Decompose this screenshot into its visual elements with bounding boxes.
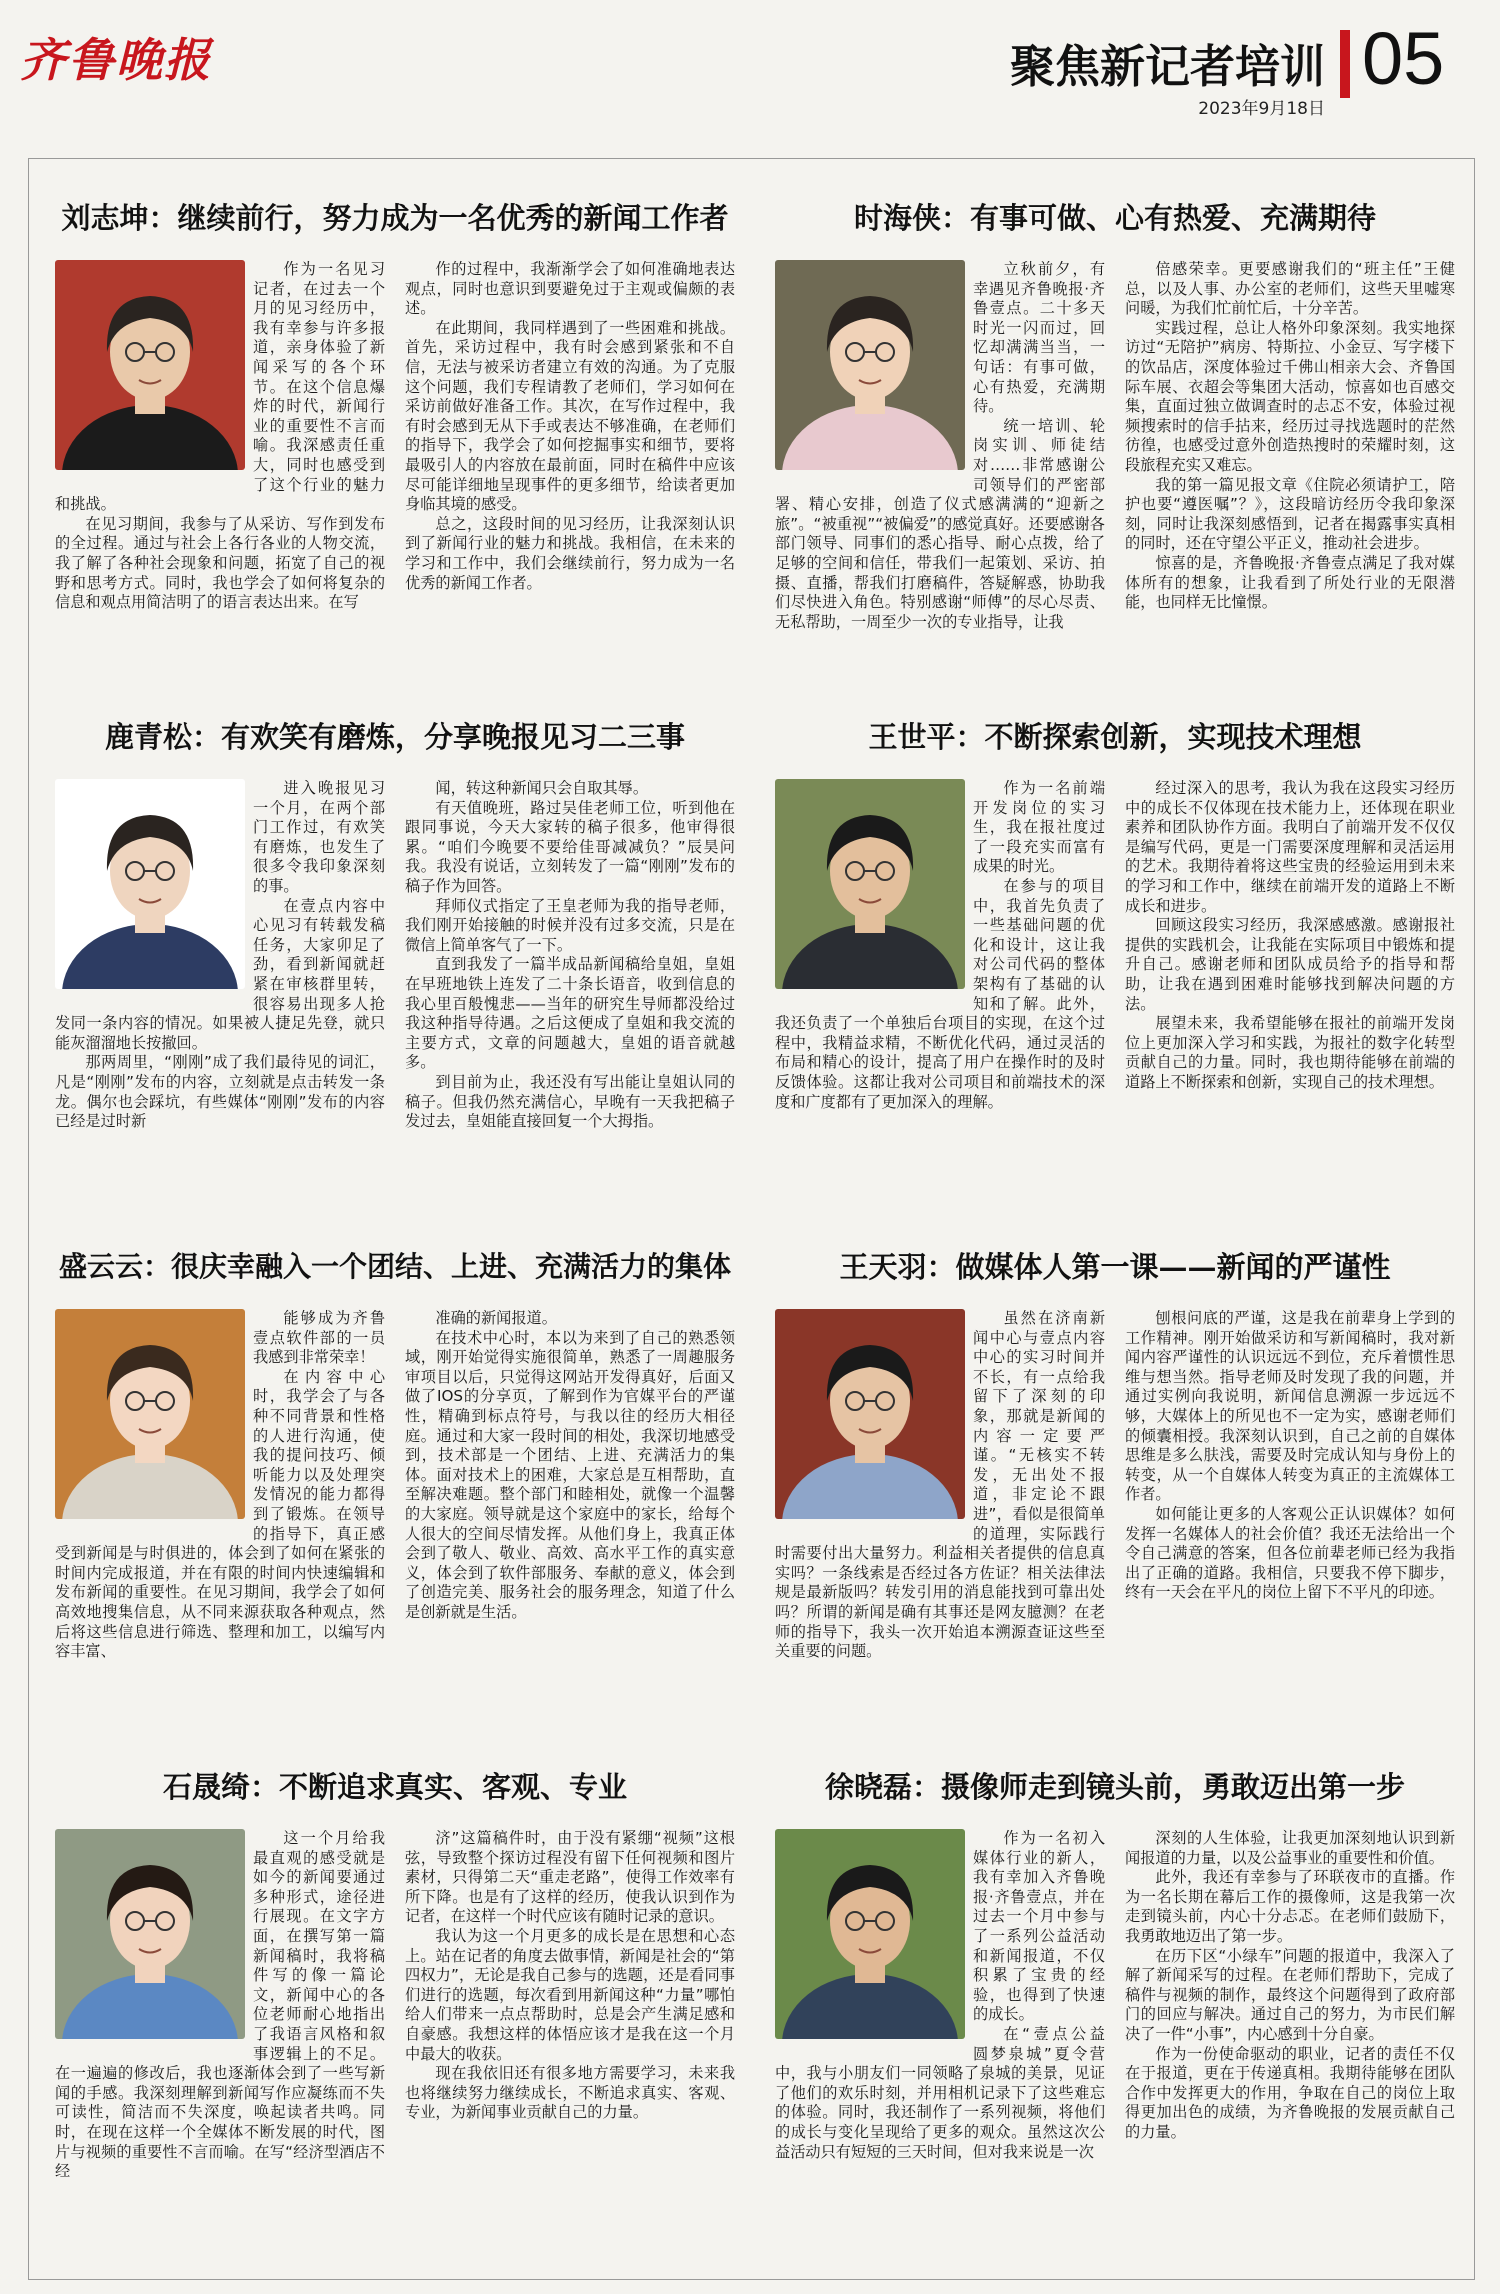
paragraph: 虽然在济南新闻中心与壹点内容中心的实习时间并不长，有一点给我留下了深刻的印象，那就是新闻的内容一定要严谨。“无核实不转发，无出处不报道，非定论不跟进”，看似是很简单的道理，实际践行时需要付出大量努力。利益相关者提供的信息真实吗？一条线索是否经过各方佐证？相关法律法规是最新版吗？转发引用的消息能找到可靠出处吗？所谓的新闻是确有其事还是网友臆测？在老师的指导下，我头一次开始追本溯源查证这些至关重要的问题。 [775, 1309, 1105, 1661]
paragraph: 现在我依旧还有很多地方需要学习，未来我也将继续努力继续成长，不断追求真实、客观、专业，为新闻事业贡献自己的力量。 [405, 2064, 735, 2122]
text-column-right [405, 1829, 735, 2123]
portrait-illustration [775, 779, 965, 989]
portrait-illustration [775, 1309, 965, 1519]
paragraph: 在内容中心时，我学会了与各种不同背景和性格的人进行沟通，使我的提问技巧、倾听能力以及处理突发情况的能力都得到了锻炼。在领导的指导下，真正感受到新闻是与时俱进的，体会到了如何在紧张的时间内完成报道，并在有限的时间内快速编辑和发布新闻的重要性。在见习期间，我学会了如何高效地搜集信息，从不同来源获取各种观点，然后将这些信息进行筛选、整理和加工，以编写内容丰富、 [55, 1367, 385, 1661]
author-photo [55, 260, 245, 470]
text-column-right [1125, 1309, 1455, 1603]
issue-date: 2023年9月18日 [1198, 99, 1325, 119]
paragraph: 直到我发了一篇半成品新闻稿给皇姐，皇姐在早班地铁上连发了二十条长语音，收到信息的我心里百般愧悲——当年的研究生导师都没给过我这种指导待遇。之后这便成了皇姐和我交流的主要方式，文章的问题越大，皇姐的语音就越多。 [405, 955, 735, 1072]
paragraph: 有天值晚班，路过吴佳老师工位，听到他在跟同事说，今天大家转的稿子很多，他审得很累。“咱们今晚要不要给佳哥减减负？”辰昊问我。我没有说话，立刻转发了一篇“刚刚”发布的稿子作为回答。 [405, 798, 735, 895]
paragraph: 在此期间，我同样遇到了一些困难和挑战。首先，采访过程中，我有时会感到紧张和不自信，无法与被采访者建立有效的沟通。为了克服这个问题，我们专程请教了老师们，学习如何在采访前做好准备工作。其次，在写作过程中，我有时会感到无从下手或表达不够准确，在老师们的指导下，我学会了如何挖掘事实和细节，要将最吸引人的内容放在最前面，同时在稿件中应该尽可能详细地呈现事件的更多细节，给读者更加身临其境的感受。 [405, 318, 735, 514]
article-7 [55, 1765, 735, 2275]
paragraph: 到目前为止，我还没有写出能让皇姐认同的稿子。但我仍然充满信心，早晚有一天我把稿子发过去，皇姐能直接回复一个大拇指。 [405, 1072, 735, 1131]
paragraph: 刨根问底的严谨，这是我在前辈身上学到的工作精神。刚开始做采访和写新闻稿时，我对新闻内容严谨性的认识远远不到位，充斥着惯性思维与想当然。指导老师及时发现了我的问题，并通过实例向我说明，新闻信息溯源一步远远不够，大媒体上的所见也不一定为实，感谢老师们的倾囊相授。我深刻认识到，自己之前的自媒体思维是多么肤浅，需要及时完成认知与身份上的转变，从一个自媒体人转变为真正的主流媒体工作者。 [1125, 1309, 1455, 1504]
paragraph: 深刻的人生体验，让我更加深刻地认识到新闻报道的力量，以及公益事业的重要性和价值。 [1125, 1829, 1455, 1867]
paragraph: 作为一名见习记者，在过去一个月的见习经历中，我有幸参与许多报道，亲身体验了新闻采写的各个环节。在这个信息爆炸的时代，新闻行业的重要性不言而喻。我深感责任重大，同时也感受到了这个行业的魅力和挑战。 [55, 260, 385, 514]
paragraph: 作为一名初入媒体行业的新人，我有幸加入齐鲁晚报·齐鲁壹点，并在过去一个月中参与了一系列公益活动和新闻报道，不仅积累了宝贵的经验，也得到了快速的成长。 [973, 1829, 1105, 2024]
author-photo [55, 1829, 245, 2039]
paragraph: 倍感荣幸。更要感谢我们的“班主任”王健总，以及人事、办公室的老师们，这些天里嘘寒问暖，为我们忙前忙后，十分辛苦。 [1125, 260, 1455, 318]
paragraph: 在“壹点公益 圆梦泉城”夏令营中，我与小朋友们一同领略了泉城的美景，见证了他们的欢乐时刻，并用相机记录下了这些难忘的体验。同时，我还制作了一系列视频，将他们的成长与变化呈现给了更多的观众。虽然这次公益活动只有短短的三天时间，但对我来说是一次 [775, 2024, 1105, 2161]
article-3 [55, 715, 735, 1225]
paragraph: 在技术中心时，本以为来到了自己的熟悉领域，刚开始觉得实施很简单，熟悉了一周趣服务审项目以后，只觉得这网站开发得真好，后面又做了IOS的分享页，了解到作为官媒平台的严谨性，精确到标点符号，与我以往的经历大相径庭。通过和大家一段时间的相处，我深切地感受到，技术部是一个团结、上进、充满活力的集体。面对技术上的困难，大家总是互相帮助，直至解决难题。整个部门和睦相处，就像一个温馨的大家庭。领导就是这个家庭中的家长，给每个人很大的空间尽情发挥。从他们身上，我真正体会到了敬人、敬业、高效、高水平工作的真实意义，体会到了软件部服务、奉献的意义，体会到了创造完美、服务社会的服务理念，知道了什么是创新就是生活。 [405, 1328, 735, 1621]
paragraph: 闻，转这种新闻只会自取其辱。 [435, 779, 649, 797]
page-number: 05 [1362, 17, 1445, 100]
text-column-right [405, 260, 735, 593]
text-column-right [405, 779, 735, 1132]
article-8 [775, 1765, 1455, 2275]
paragraph: 我认为这一个月更多的成长是在思想和心态上。站在记者的角度去做事情，新闻是社会的“第四权力”，无论是我自己参与的选题，还是看同事们进行的选题，每次看到用新闻这种“力量”哪怕给人们带来一点点帮助时，总是会产生满足感和自豪感。我想这样的体悟应该才是我在这一个月中最大的收获。 [405, 1926, 735, 2063]
portrait-illustration [55, 1829, 245, 2039]
paragraph: 总之，这段时间的见习经历，让我深刻认识到了新闻行业的魅力和挑战。我相信，在未来的学习和工作中，我们会继续前行，努力成为一名优秀的新闻工作者。 [405, 514, 735, 592]
paragraph: 能够成为齐鲁壹点软件部的一员我感到非常荣幸！ [253, 1309, 385, 1367]
paragraph: 在见习期间，我参与了从采访、写作到发布的全过程。通过与社会上各行各业的人物交流，我了解了各种社会现象和问题，拓宽了自己的视野和思考方式。同时，我也学会了如何将复杂的信息和观点用简洁明了的语言表达出来。在写 [55, 514, 385, 612]
portrait-illustration [55, 1309, 245, 1519]
portrait-illustration [775, 1829, 965, 2039]
paragraph: 进入晚报见习一个月，在两个部门工作过，有欢笑有磨炼，也发生了很多令我印象深刻的事。 [253, 779, 385, 895]
masthead [0, 0, 1500, 118]
paragraph: 惊喜的是，齐鲁晚报·齐鲁壹点满足了我对媒体所有的想象，让我看到了所处行业的无限潜能，也同样无比憧憬。 [1125, 553, 1455, 612]
author-photo [775, 779, 965, 989]
paragraph: 回顾这段实习经历，我深感感激。感谢报社提供的实践机会，让我能在实际项目中锻炼和提升自己。感谢老师和团队成员给予的指导和帮助，让我在遇到困难时能够找到解决问题的方法。 [1125, 916, 1455, 1013]
author-photo [775, 260, 965, 470]
article-4 [775, 715, 1455, 1225]
author-photo [55, 1309, 245, 1519]
paragraph: 在壹点内容中心见习有转载发稿任务，大家卯足了劲，看到新闻就赶紧在审核群里转，很容易出现多人抢发同一条内容的情况。如果被人捷足先登，就只能灰溜溜地长按撤回。 [55, 896, 385, 1052]
article-headline: 徐晓磊：摄像师走到镜头前，勇敢迈出第一步 [824, 1770, 1405, 1804]
paragraph: 此外，我还有幸参与了环联夜市的直播。作为一名长期在幕后工作的摄像师，这是我第一次走到镜头前，内心十分忐忑。在老师们鼓励下，我勇敢地迈出了第一步。 [1125, 1868, 1455, 1945]
article-6 [775, 1245, 1455, 1745]
article-2 [775, 196, 1455, 696]
author-photo [775, 1309, 965, 1519]
paragraph: 作为一名前端开发岗位的实习生，我在报社度过了一段充实而富有成果的时光。 [973, 779, 1105, 876]
article-headline: 王天羽：做媒体人第一课——新闻的严谨性 [839, 1250, 1391, 1284]
paragraph: 统一培训、轮岗实训、师徒结对……非常感谢公司领导们的严密部署、精心安排，创造了仪式感满满的“迎新之旅”。“被重视”“被偏爱”的感觉真好。还要感谢各部门领导、同事们的悉心指导、耐心点拨，给了足够的空间和信任，带我们一起策划、采访、拍摄、直播，帮我们打磨稿件，答疑解惑，协助我们尽快进入角色。特别感谢“师傅”的尽心尽责、无私帮助，一周至少一次的专业指导，让我 [775, 416, 1105, 631]
paragraph: 这一个月给我最直观的感受就是如今的新闻要通过多种形式，途径进行展现。在文字方面，在撰写第一篇新闻稿时，我将稿件写的像一篇论文，新闻中心的各位老师耐心地指出了我语言风格和叙事逻辑上的不足。在一遍遍的修改后，我也逐渐体会到了一些写新闻的手感。我深刻理解到新闻写作应凝练而不失可读性，简洁而不失深度，唤起读者共鸣。同时，在现在这样一个全媒体不断发展的时代，图片与视频的重要性不言而喻。在写“经济型酒店不经 [55, 1829, 385, 2181]
text-column-right [405, 1309, 735, 1623]
paragraph: 济”这篇稿件时，由于没有紧绷“视频”这根弦，导致整个探访过程没有留下任何视频和图片素材，只得第二天“重走老路”，使得工作效率有所下降。也是有了这样的经历，使我认识到作为记者，在这样一个时代应该有随时记录的意识。 [405, 1829, 735, 1926]
article-headline: 时海侠：有事可做、心有热爱、充满期待 [853, 201, 1376, 235]
article-headline: 鹿青松：有欢笑有磨炼，分享晚报见习二三事 [104, 720, 685, 754]
paragraph: 经过深入的思考，我认为我在这段实习经历中的成长不仅体现在技术能力上，还体现在职业素养和团队协作方面。我明白了前端开发不仅仅是编写代码，更是一门需要深度理解和灵活运用的艺术。我期待着将这些宝贵的经验运用到未来的学习和工作中，继续在前端开发的道路上不断成长和进步。 [1125, 779, 1455, 915]
paragraph: 在参与的项目中，我首先负责了一些基础问题的优化和设计，这让我对公司代码的整体架构有了基础的认知和了解。此外，我还负责了一个单独后台项目的实现，在这个过程中，我精益求精，不断优化代码，通过灵活的布局和精心的设计，提高了用户在操作时的及时反馈体验。这都让我对公司项目和前端技术的深度和广度都有了更加深入的理解。 [775, 876, 1105, 1111]
paragraph: 立秋前夕，有幸遇见齐鲁晚报·齐鲁壹点。二十多天时光一闪而过，回忆却满满当当，一句话：有事可做，心有热爱，充满期待。 [973, 260, 1105, 416]
paragraph: 作的过程中，我渐渐学会了如何准确地表达观点，同时也意识到要避免过于主观或偏颇的表述。 [405, 260, 735, 318]
text-column-right [1125, 260, 1455, 613]
text-column-right [1125, 779, 1455, 1093]
article-headline: 石晟绮：不断追求真实、客观、专业 [162, 1770, 627, 1804]
paragraph: 准确的新闻报道。 [435, 1309, 557, 1327]
newspaper-logo: 齐鲁晚报 [20, 33, 212, 87]
article-headline: 刘志坤：继续前行，努力成为一名优秀的新闻工作者 [61, 201, 729, 235]
paragraph: 拜师仪式指定了王皇老师为我的指导老师，我们刚开始接触的时候并没有过多交流，只是在微信上简单客气了一下。 [405, 896, 735, 954]
portrait-illustration [55, 260, 245, 470]
paragraph: 展望未来，我希望能够在报社的前端开发岗位上更加深入学习和实践，为报社的数字化转型贡献自己的力量。同时，我也期待能够在前端的道路上不断探索和创新，实现自己的技术理想。 [1125, 1014, 1455, 1091]
article-5 [55, 1245, 735, 1745]
title-separator [1340, 30, 1350, 98]
portrait-illustration [55, 779, 245, 989]
paragraph: 我的第一篇见报文章《住院必须请护工，陪护也要“遵医嘱”？》，这段暗访经历令我印象深刻，同时让我深刻感悟到，记者在揭露事实真相的同时，还在守望公平正义，推动社会进步。 [1125, 475, 1455, 553]
article-1 [55, 196, 735, 696]
article-headline: 王世平：不断探索创新，实现技术理想 [868, 720, 1362, 754]
section-title: 聚焦新记者培训 [1009, 40, 1325, 93]
author-photo [55, 779, 245, 989]
paragraph: 那两周里，“刚刚”成了我们最待见的词汇，凡是“刚刚”发布的内容，立刻就是点击转发一条龙。偶尔也会踩坑，有些媒体“刚刚”发布的内容已经是过时新 [55, 1053, 385, 1131]
paragraph: 实践过程，总让人格外印象深刻。我实地探访过“无陪护”病房、特斯拉、小金豆、写字楼下的饮品店，深度体验过千佛山相亲大会、齐鲁国际车展、衣超会等集团大活动，惊喜如也百感交集，直面过独立做调查时的忐忑不安，体验过视频搜索时的信手拈来，经历过寻找选题时的茫然彷徨，也感受过意外创造热搜时的荣耀时刻，这段旅程充实又难忘。 [1125, 318, 1455, 474]
text-column-right [1125, 1829, 1455, 2143]
paragraph: 在历下区“小绿车”问题的报道中，我深入了解了新闻采写的过程。在老师们帮助下，完成了稿件与视频的制作，最终这个问题得到了政府部门的回应与解决。通过自己的努力，为市民们解决了一件“小事”，内心感到十分自豪。 [1125, 1946, 1455, 2043]
paragraph: 作为一份使命驱动的职业，记者的责任不仅在于报道，更在于传递真相。我期待能够在团队合作中发挥更大的作用，争取在自己的岗位上取得更加出色的成绩，为齐鲁晚报的发展贡献自己的力量。 [1125, 2044, 1455, 2141]
portrait-illustration [775, 260, 965, 470]
paragraph: 如何能让更多的人客观公正认识媒体？如何发挥一名媒体人的社会价值？我还无法给出一个令自己满意的答案，但各位前辈老师已经为我指出了正确的道路。我相信，只要我不停下脚步，终有一天会在平凡的岗位上留下不平凡的印迹。 [1125, 1504, 1455, 1602]
article-headline: 盛云云：很庆幸融入一个团结、上进、充满活力的集体 [58, 1250, 731, 1283]
author-photo [775, 1829, 965, 2039]
